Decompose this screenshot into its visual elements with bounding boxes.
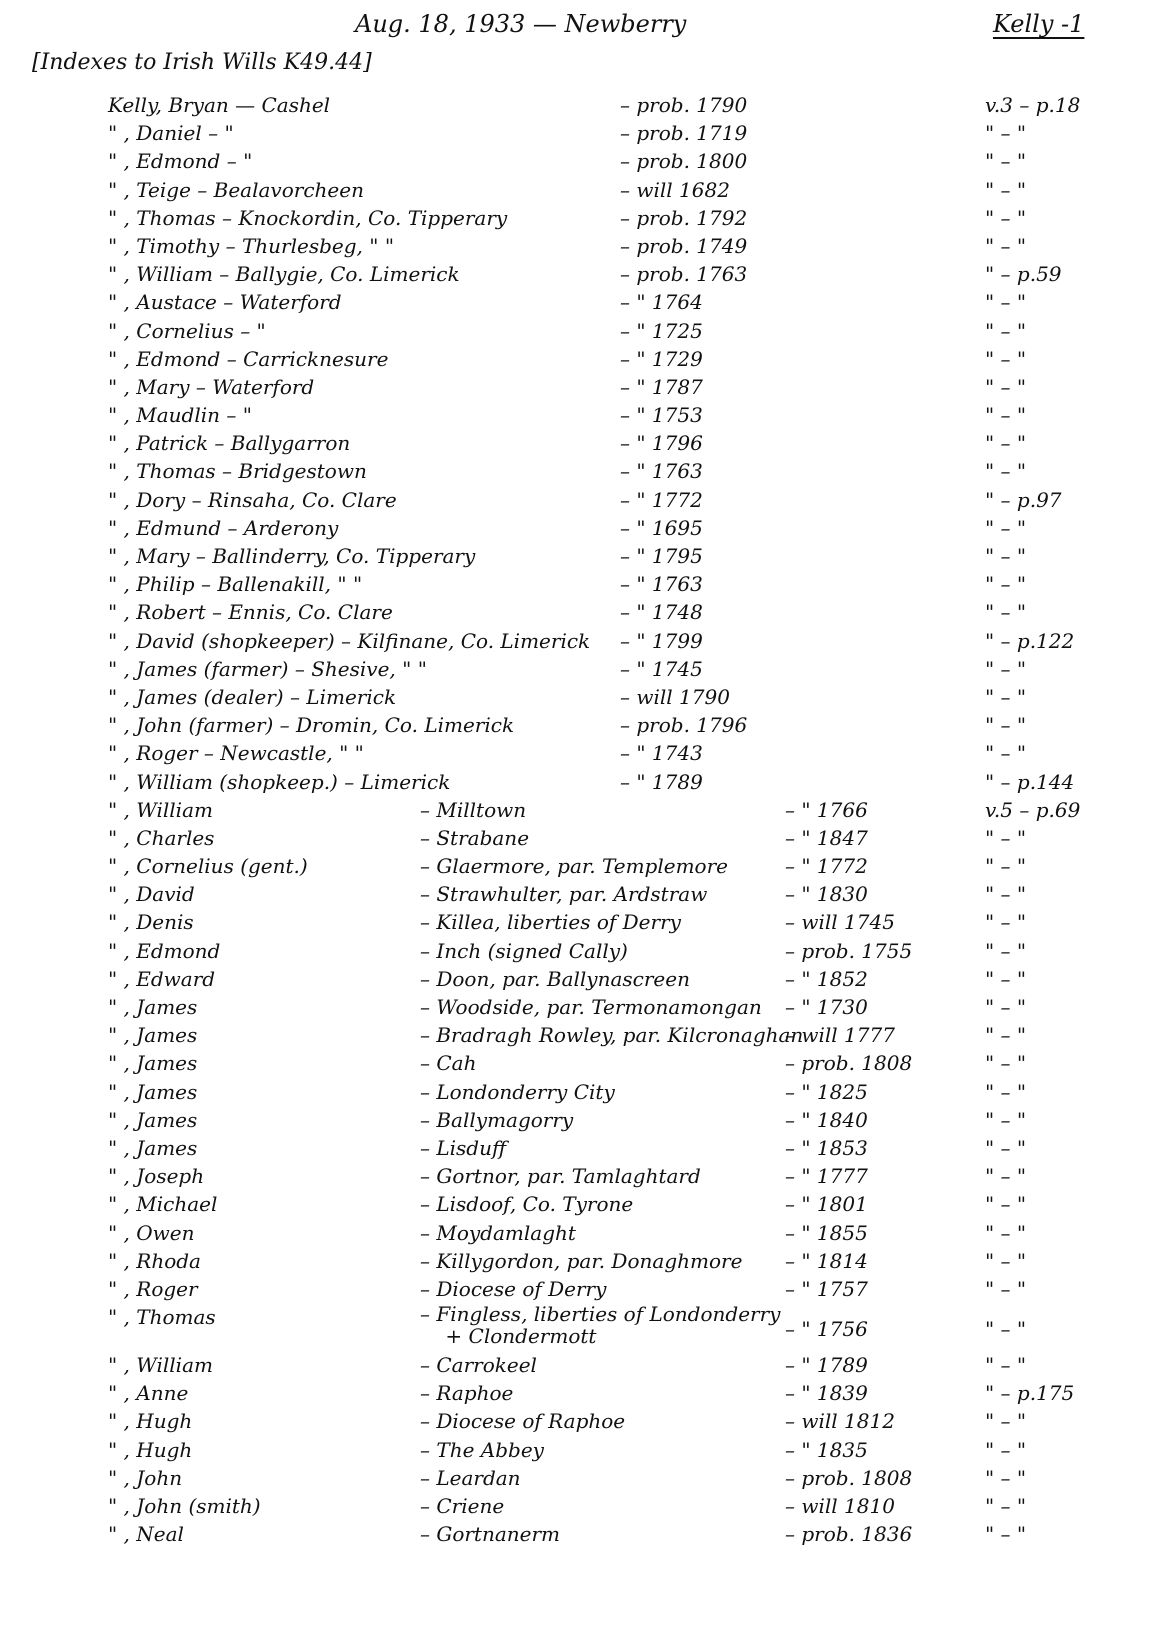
list-item xyxy=(0,1021,1155,1049)
entry-record: – prob. 1790 xyxy=(620,93,748,117)
entry-name: " , Thomas – Knockordin, Co. Tipperary xyxy=(108,205,508,230)
list-item xyxy=(0,1162,1155,1190)
entry-ref: " – " xyxy=(985,572,1027,597)
entry-ref: " – " xyxy=(985,1437,1027,1462)
list-item xyxy=(0,429,1155,457)
entry-ref: " – " xyxy=(985,149,1027,174)
entry-ref: " – p.59 xyxy=(985,262,1062,287)
entry-record: – " 1796 xyxy=(620,431,703,456)
header-title: Aug. 18, 1933 — Newberry xyxy=(355,10,687,38)
entry-ref: " – " xyxy=(985,825,1027,850)
entry-name: " , Thomas – Bridgestown xyxy=(108,459,367,484)
entry-ref: " – " xyxy=(985,177,1027,202)
entry-place: – Strabane xyxy=(420,825,530,850)
list-item xyxy=(0,655,1155,683)
list-item xyxy=(0,401,1155,429)
entry-name: " , Robert – Ennis, Co. Clare xyxy=(108,600,393,625)
entry-place: – Inch (signed Cally) xyxy=(420,938,628,963)
entry-name: " , Timothy – Thurlesbeg, " " xyxy=(108,233,395,258)
entry-name: " , Roger – Newcastle, " " xyxy=(108,741,364,766)
entry-name: " , Rhoda xyxy=(108,1248,201,1273)
entry-record: – " 1766 xyxy=(785,797,868,822)
entry-record: – " 1748 xyxy=(620,600,703,625)
entry-name: " , Austace – Waterford xyxy=(108,290,342,315)
list-item xyxy=(0,260,1155,288)
entry-record: – " 1839 xyxy=(785,1381,868,1406)
entry-ref: " – " xyxy=(985,1248,1027,1273)
entry-ref: " – " xyxy=(985,431,1027,456)
entry-ref: " – " xyxy=(985,882,1027,907)
entry-place: – Londonderry City xyxy=(420,1079,615,1104)
entry-place: – Moydamlaght xyxy=(420,1220,576,1245)
entry-record: – " 1729 xyxy=(620,346,703,371)
list-item xyxy=(0,711,1155,739)
list-item xyxy=(0,1134,1155,1162)
list-item xyxy=(0,1106,1155,1134)
entry-place: – Criene xyxy=(420,1494,505,1518)
entry-name: " , James xyxy=(108,1135,198,1160)
entry-ref: " – p.175 xyxy=(985,1381,1075,1406)
entry-record: – " 1847 xyxy=(785,825,868,850)
entry-ref: " – " xyxy=(985,741,1027,766)
entry-record: – will 1812 xyxy=(785,1409,895,1434)
entry-ref: " – " xyxy=(985,1164,1027,1189)
entry-ref: " – " xyxy=(985,515,1027,540)
entry-name: " , Daniel – " xyxy=(108,121,234,146)
entry-record: – " 1757 xyxy=(785,1276,868,1301)
entry-record: – " 1695 xyxy=(620,515,703,540)
list-item xyxy=(0,1464,1155,1492)
list-item xyxy=(0,91,1155,119)
header-note: [Indexes to Irish Wills K49.44] xyxy=(32,50,372,75)
entry-record: – " 1725 xyxy=(620,318,703,343)
entry-ref: " – " xyxy=(985,600,1027,625)
list-item xyxy=(0,486,1155,514)
entry-name: " , Edmond xyxy=(108,938,221,963)
entry-ref: " – " xyxy=(985,233,1027,258)
entry-name: " , James xyxy=(108,1051,198,1076)
list-item xyxy=(0,852,1155,880)
entry-record: – prob. 1808 xyxy=(785,1465,913,1490)
entry-name: " , Hugh xyxy=(108,1409,193,1434)
entry-record: – prob. 1719 xyxy=(620,121,748,146)
entry-name: " , Edmond – Carricknesure xyxy=(108,346,389,371)
list-item xyxy=(0,683,1155,711)
entry-name: " , James (dealer) – Limerick xyxy=(108,684,397,709)
entry-ref: " – " xyxy=(985,1192,1027,1217)
entry-place: – Gortnanerm xyxy=(420,1522,561,1547)
entry-name: " , James xyxy=(108,1079,198,1104)
entry-ref: " – " xyxy=(985,938,1027,963)
entry-record: – " 1772 xyxy=(620,487,703,512)
list-item xyxy=(0,345,1155,373)
entry-record: – " 1855 xyxy=(785,1220,868,1245)
entry-record: – prob. 1763 xyxy=(620,262,748,287)
list-item xyxy=(0,768,1155,796)
list-item xyxy=(0,937,1155,965)
entry-name: " , Charles xyxy=(108,825,215,850)
entry-record: – " 1789 xyxy=(785,1353,868,1378)
list-item xyxy=(0,317,1155,345)
entry-place: – The Abbey xyxy=(420,1437,544,1462)
entry-ref: " – " xyxy=(985,374,1027,399)
list-item xyxy=(0,514,1155,542)
entry-name: " , Michael xyxy=(108,1192,218,1217)
entry-record: – " 1825 xyxy=(785,1079,868,1104)
list-item xyxy=(0,908,1155,936)
list-item xyxy=(0,739,1155,767)
entry-place: – Diocese of Derry xyxy=(420,1276,607,1301)
list-item xyxy=(0,147,1155,175)
entry-ref: " – " xyxy=(985,995,1027,1019)
list-item xyxy=(0,880,1155,908)
entry-place: – Raphoe xyxy=(420,1381,514,1406)
entry-ref: " – " xyxy=(985,205,1027,230)
entry-name: " , Philip – Ballenakill, " " xyxy=(108,572,363,597)
entry-ref: " – " xyxy=(985,544,1027,568)
list-item xyxy=(0,1351,1155,1379)
entry-ref: " – " xyxy=(985,1409,1027,1434)
entry-record: – prob. 1749 xyxy=(620,233,748,258)
entry-ref: " – " xyxy=(985,1353,1027,1378)
entry-ref: " – p.144 xyxy=(985,769,1075,794)
entry-record: – " 1763 xyxy=(620,459,703,484)
entry-ref: " – " xyxy=(985,1522,1027,1547)
entry-record: – will 1790 xyxy=(620,684,730,709)
entry-name: " , Anne xyxy=(108,1381,189,1406)
entry-name: " , William (shopkeep.) – Limerick xyxy=(108,769,451,794)
list-item xyxy=(0,373,1155,401)
entry-place: – Strawhulter, par. Ardstraw xyxy=(420,882,708,907)
entry-record: – " 1830 xyxy=(785,882,868,907)
entry-name: " , James xyxy=(108,995,198,1019)
entry-ref: " – " xyxy=(985,1465,1027,1490)
entry-ref: " – p.122 xyxy=(985,628,1075,653)
entry-place: – Cah xyxy=(420,1051,477,1076)
entry-place: – Ballymagorry xyxy=(420,1107,574,1132)
entry-record: – " 1756 xyxy=(785,1317,868,1342)
entry-record: – " 1763 xyxy=(620,572,703,597)
entry-record: – will 1682 xyxy=(620,177,730,202)
entry-record: – prob. 1800 xyxy=(620,149,748,174)
entry-record: – " 1801 xyxy=(785,1192,868,1217)
entry-record: – " 1743 xyxy=(620,741,703,766)
entry-place: – Diocese of Raphoe xyxy=(420,1409,626,1434)
list-item xyxy=(0,965,1155,993)
entry-name: " , Dory – Rinsaha, Co. Clare xyxy=(108,487,397,512)
entry-name: " , Mary – Waterford xyxy=(108,374,315,399)
entry-record: – " 1853 xyxy=(785,1135,868,1160)
entry-name: " , Cornelius – " xyxy=(108,318,266,343)
entry-name: " , James xyxy=(108,1023,198,1048)
entry-name: " , James xyxy=(108,1107,198,1132)
entry-record: – " 1795 xyxy=(620,544,703,568)
entry-ref: " – " xyxy=(985,854,1027,879)
entry-ref: " – " xyxy=(985,713,1027,738)
entry-name: " , Joseph xyxy=(108,1164,205,1189)
list-item xyxy=(0,598,1155,626)
entry-name: " , Thomas xyxy=(108,1305,216,1330)
list-item xyxy=(0,119,1155,147)
entry-ref: " – " xyxy=(985,684,1027,709)
entry-name: Kelly, Bryan — Cashel xyxy=(108,93,331,117)
entry-record: – prob. 1755 xyxy=(785,938,913,963)
list-item xyxy=(0,1436,1155,1464)
entry-ref: " – " xyxy=(985,1079,1027,1104)
list-item xyxy=(0,1275,1155,1303)
entry-record: – " 1835 xyxy=(785,1437,868,1462)
header-tag: Kelly -1 xyxy=(993,10,1085,38)
entry-ref: " – " xyxy=(985,346,1027,371)
entry-record: – " 1789 xyxy=(620,769,703,794)
list-item xyxy=(0,824,1155,852)
entry-name: " , William xyxy=(108,1353,213,1378)
entry-ref: v.3 – p.18 xyxy=(985,93,1081,117)
list-item xyxy=(0,542,1155,570)
entry-ref: " – " xyxy=(985,121,1027,146)
entry-name: " , Edmond – " xyxy=(108,149,253,174)
entry-ref: " – " xyxy=(985,656,1027,681)
entry-ref: " – " xyxy=(985,318,1027,343)
list-item xyxy=(0,1078,1155,1106)
list-item xyxy=(0,627,1155,655)
entry-record: – " 1745 xyxy=(620,656,703,681)
list-item xyxy=(0,1049,1155,1077)
entry-record: – will 1810 xyxy=(785,1494,895,1518)
entry-name: " , Owen xyxy=(108,1220,195,1245)
entry-ref: " – " xyxy=(985,1135,1027,1160)
entry-record: – " 1852 xyxy=(785,966,868,991)
list-item xyxy=(0,1190,1155,1218)
entry-record: – will 1745 xyxy=(785,910,895,935)
entry-name: " , John (smith) xyxy=(108,1494,261,1518)
entry-place: – Carrokeel xyxy=(420,1353,537,1378)
entry-name: " , David xyxy=(108,882,195,907)
list-item xyxy=(0,993,1155,1021)
entry-place: – Killygordon, par. Donaghmore xyxy=(420,1248,743,1273)
entry-record: – " 1730 xyxy=(785,995,868,1019)
list-item xyxy=(0,1219,1155,1247)
list-item xyxy=(0,1303,1155,1351)
entry-place: – Leardan xyxy=(420,1465,521,1490)
entry-ref: " – " xyxy=(985,1051,1027,1076)
list-item xyxy=(0,176,1155,204)
entry-place: – Glaermore, par. Templemore xyxy=(420,854,728,879)
entry-name: " , Edward xyxy=(108,966,216,991)
entry-place: – Lisdoof, Co. Tyrone xyxy=(420,1192,634,1217)
entry-ref: " – " xyxy=(985,910,1027,935)
entry-place: – Bradragh Rowley, par. Kilcronaghan xyxy=(420,1023,804,1048)
list-item xyxy=(0,1407,1155,1435)
entry-ref: " – " xyxy=(985,1494,1027,1518)
entry-name: " , Teige – Bealavorcheen xyxy=(108,177,364,202)
entry-record: – " 1799 xyxy=(620,628,703,653)
entry-name: " , David (shopkeeper) – Kilfinane, Co. Limerick xyxy=(108,628,591,653)
entry-name: " , Maudlin – " xyxy=(108,403,252,428)
entry-name: " , William – Ballygie, Co. Limerick xyxy=(108,262,460,287)
entry-name: " , Denis xyxy=(108,910,194,935)
entry-record: – " 1787 xyxy=(620,374,703,399)
entry-ref: " – " xyxy=(985,966,1027,991)
entry-ref: " – " xyxy=(985,1107,1027,1132)
entry-name: " , Cornelius (gent.) xyxy=(108,854,308,879)
entry-record: – prob. 1796 xyxy=(620,713,748,738)
entry-list xyxy=(0,91,1155,1548)
entry-record: – " 1764 xyxy=(620,290,703,315)
entry-ref: v.5 – p.69 xyxy=(985,797,1081,822)
entry-place: – Gortnor, par. Tamlaghtard xyxy=(420,1164,701,1189)
entry-place: – Milltown xyxy=(420,797,527,822)
entry-name: " , John xyxy=(108,1465,183,1490)
entry-name: " , Hugh xyxy=(108,1437,193,1462)
entry-record: – " 1777 xyxy=(785,1164,868,1189)
entry-record: – " 1772 xyxy=(785,854,868,879)
entry-name: " , William xyxy=(108,797,213,822)
entry-place: – Doon, par. Ballynascreen xyxy=(420,966,690,991)
list-item xyxy=(0,1379,1155,1407)
entry-place: – Fingless, liberties of Londonderry + Clondermott xyxy=(420,1302,781,1349)
entry-name: " , Neal xyxy=(108,1522,184,1547)
entry-record: – prob. 1836 xyxy=(785,1522,913,1547)
entry-record: – prob. 1808 xyxy=(785,1051,913,1076)
list-item xyxy=(0,204,1155,232)
entry-ref: " – p.97 xyxy=(985,487,1062,512)
entry-ref: " – " xyxy=(985,403,1027,428)
entry-record: – will 1777 xyxy=(785,1023,895,1048)
entry-name: " , Patrick – Ballygarron xyxy=(108,431,351,456)
entry-record: – " 1840 xyxy=(785,1107,868,1132)
entry-place: – Killea, liberties of Derry xyxy=(420,910,681,935)
entry-ref: " – " xyxy=(985,1317,1027,1342)
entry-name: " , James (farmer) – Shesive, " " xyxy=(108,656,427,681)
list-item xyxy=(0,570,1155,598)
list-item xyxy=(0,1492,1155,1520)
entry-place: – Lisduff xyxy=(420,1135,507,1160)
entry-record: – prob. 1792 xyxy=(620,205,748,230)
entry-record: – " 1753 xyxy=(620,403,703,428)
entry-name: " , John (farmer) – Dromin, Co. Limerick xyxy=(108,713,515,738)
entry-place: – Woodside, par. Termonamongan xyxy=(420,995,762,1019)
entry-name: " , Roger xyxy=(108,1276,198,1301)
list-item xyxy=(0,288,1155,316)
list-item xyxy=(0,457,1155,485)
entry-ref: " – " xyxy=(985,1220,1027,1245)
entry-ref: " – " xyxy=(985,290,1027,315)
entry-ref: " – " xyxy=(985,459,1027,484)
entry-record: – " 1814 xyxy=(785,1248,868,1273)
entry-ref: " – " xyxy=(985,1276,1027,1301)
list-item xyxy=(0,232,1155,260)
list-item xyxy=(0,1247,1155,1275)
list-item xyxy=(0,1520,1155,1548)
entry-ref: " – " xyxy=(985,1023,1027,1048)
list-item xyxy=(0,796,1155,824)
entry-name: " , Edmund – Arderony xyxy=(108,515,339,540)
entry-name: " , Mary – Ballinderry, Co. Tipperary xyxy=(108,544,476,568)
